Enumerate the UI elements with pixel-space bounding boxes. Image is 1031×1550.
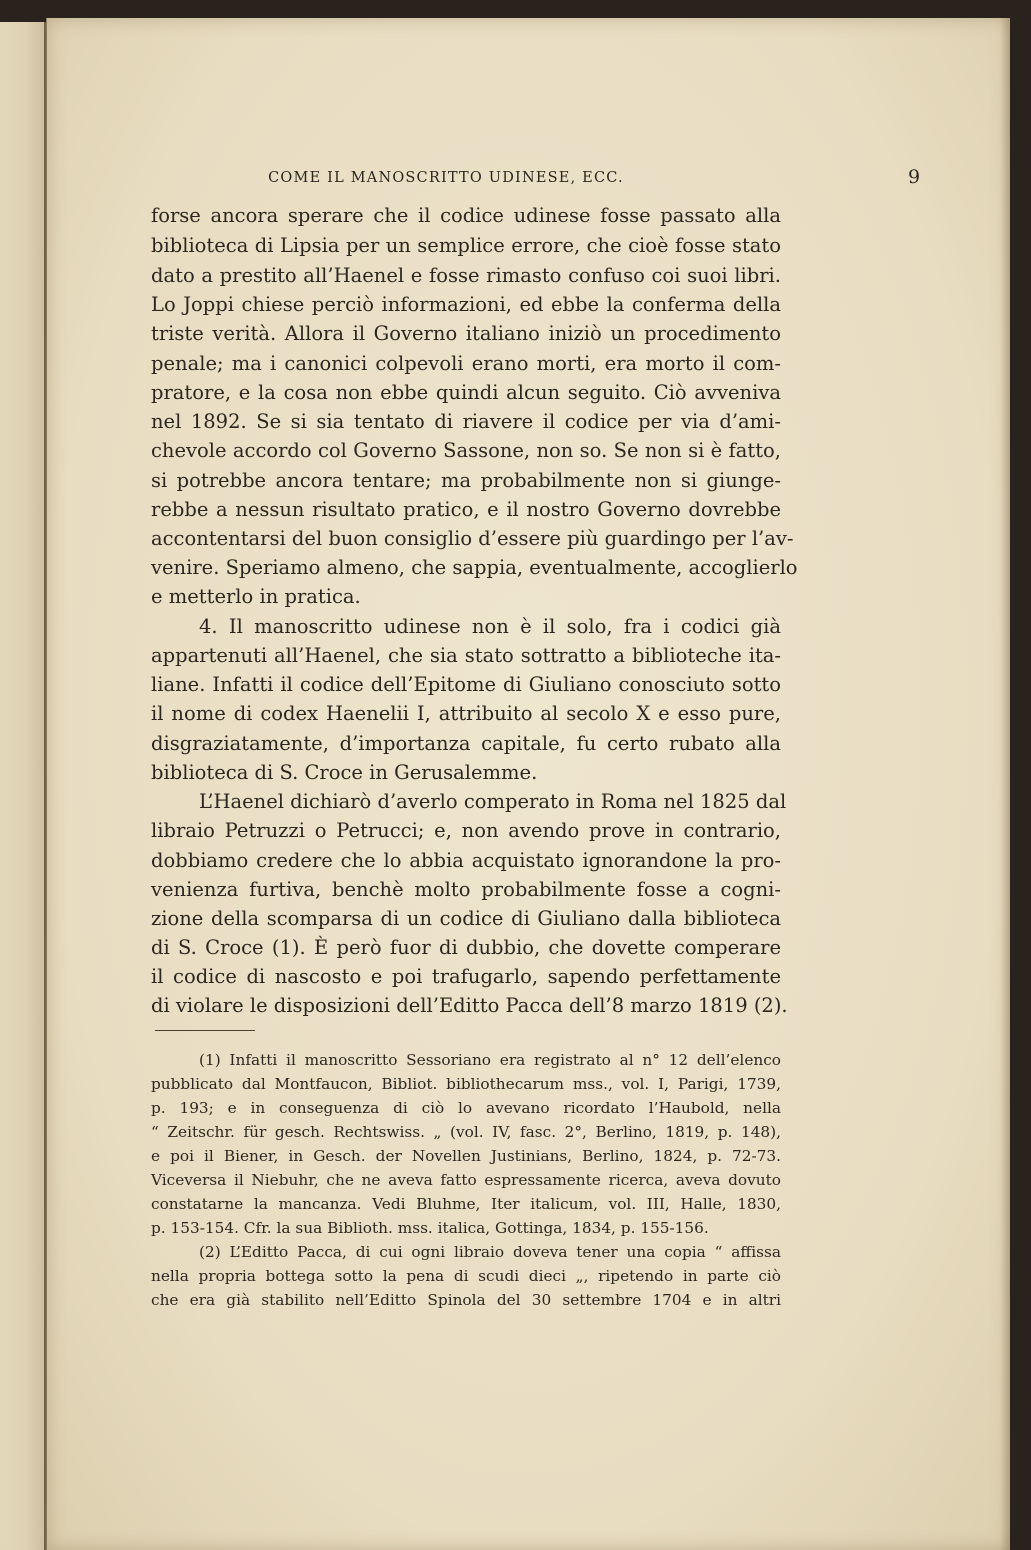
body-line: biblioteca di Lipsia per un semplice errore, che cioè fosse stato <box>151 234 781 257</box>
footnote-line: (1) Infatti il manoscritto Sessoriano era registrato al n° 12 dell’elenco <box>199 1051 781 1069</box>
body-line: libraio Petruzzi o Petrucci; e, non avendo prove in contrario, <box>151 819 781 842</box>
footnote-line: pubblicato dal Montfaucon, Bibliot. bibliothecarum mss., vol. I, Parigi, 1739, <box>151 1075 781 1093</box>
body-line: triste verità. Allora il Governo italiano iniziò un procedimento <box>151 322 781 345</box>
body-line: di violare le disposizioni dell’Editto Pacca dell’8 marzo 1819 (2). <box>151 994 788 1017</box>
body-line: penale; ma i canonici colpevoli erano morti, era morto il com- <box>151 352 781 375</box>
body-line: si potrebbe ancora tentare; ma probabilmente non si giunge- <box>151 469 781 492</box>
body-line: zione della scomparsa di un codice di Giuliano dalla biblioteca <box>151 907 781 930</box>
body-line: liane. Infatti il codice dell’Epitome di Giuliano conosciuto sotto <box>151 673 781 696</box>
body-line: pratore, e la cosa non ebbe quindi alcun seguito. Ciò avveniva <box>151 381 781 404</box>
body-line: il nome di codex Haenelii I, attribuito al secolo X e esso pure, <box>151 702 781 725</box>
body-line: il codice di nascosto e poi trafugarlo, sapendo perfettamente <box>151 965 781 988</box>
running-title: COME IL MANOSCRITTO UDINESE, ECC. <box>268 170 624 186</box>
footnote-line: Viceversa il Niebuhr, che ne aveva fatto espressamente ricerca, aveva dovuto <box>151 1171 781 1189</box>
body-line: venire. Speriamo almeno, che sappia, eventualmente, accoglierlo <box>151 556 798 579</box>
body-line: dato a prestito all’Haenel e fosse rimasto confuso coi suoi libri. <box>151 264 781 287</box>
body-line: 4. Il manoscritto udinese non è il solo, fra i codici già <box>199 615 781 638</box>
page-number: 9 <box>908 166 921 188</box>
footnote-line: p. 153-154. Cfr. la sua Biblioth. mss. italica, Gottinga, 1834, p. 155-156. <box>151 1219 709 1237</box>
footnote-line: che era già stabilito nell’Editto Spinola del 30 settembre 1704 e in altri <box>151 1291 781 1309</box>
body-line: nel 1892. Se si sia tentato di riavere il codice per via d’ami- <box>151 410 781 433</box>
footnote-line: “ Zeitschr. für gesch. Rechtswiss. „ (vol. IV, fasc. 2°, Berlino, 1819, p. 148), <box>151 1123 781 1141</box>
body-line: dobbiamo credere che lo abbia acquistato ignorandone la pro- <box>151 849 781 872</box>
body-line: di S. Croce (1). È però fuor di dubbio, che dovette comperare <box>151 936 781 959</box>
body-line: Lo Joppi chiese perciò informazioni, ed ebbe la conferma della <box>151 293 781 316</box>
body-line: appartenuti all’Haenel, che sia stato sottratto a biblioteche ita- <box>151 644 781 667</box>
body-line: forse ancora sperare che il codice udinese fosse passato alla <box>151 204 781 227</box>
footnote-line: e poi il Biener, in Gesch. der Novellen Justinians, Berlino, 1824, p. 72-73. <box>151 1147 781 1165</box>
footnote-line: nella propria bottega sotto la pena di scudi dieci „, ripetendo in parte ciò <box>151 1267 781 1285</box>
previous-page-edge <box>0 22 46 1550</box>
body-line: biblioteca di S. Croce in Gerusalemme. <box>151 761 538 784</box>
body-line: venienza furtiva, benchè molto probabilmente fosse a cogni- <box>151 878 781 901</box>
footnote-line: p. 193; e in conseguenza di ciò lo avevano ricordato l’Haubold, nella <box>151 1099 781 1117</box>
body-line: chevole accordo col Governo Sassone, non so. Se non si è fatto, <box>151 439 781 462</box>
body-line: e metterlo in pratica. <box>151 585 361 608</box>
body-line: L’Haenel dichiarò d’averlo comperato in Roma nel 1825 dal <box>199 790 787 813</box>
body-line: accontentarsi del buon consiglio d’essere più guardingo per l’av- <box>151 527 794 550</box>
footnote-line: constatarne la mancanza. Vedi Bluhme, Iter italicum, vol. III, Halle, 1830, <box>151 1195 781 1213</box>
body-line: rebbe a nessun risultato pratico, e il nostro Governo dovrebbe <box>151 498 781 521</box>
body-line: disgraziatamente, d’importanza capitale, fu certo rubato alla <box>151 732 781 755</box>
page-shadow-edge <box>1000 18 1010 1550</box>
footnote-rule <box>155 1030 255 1031</box>
footnote-line: (2) L’Editto Pacca, di cui ogni libraio doveva tener una copia “ affissa <box>199 1243 781 1261</box>
